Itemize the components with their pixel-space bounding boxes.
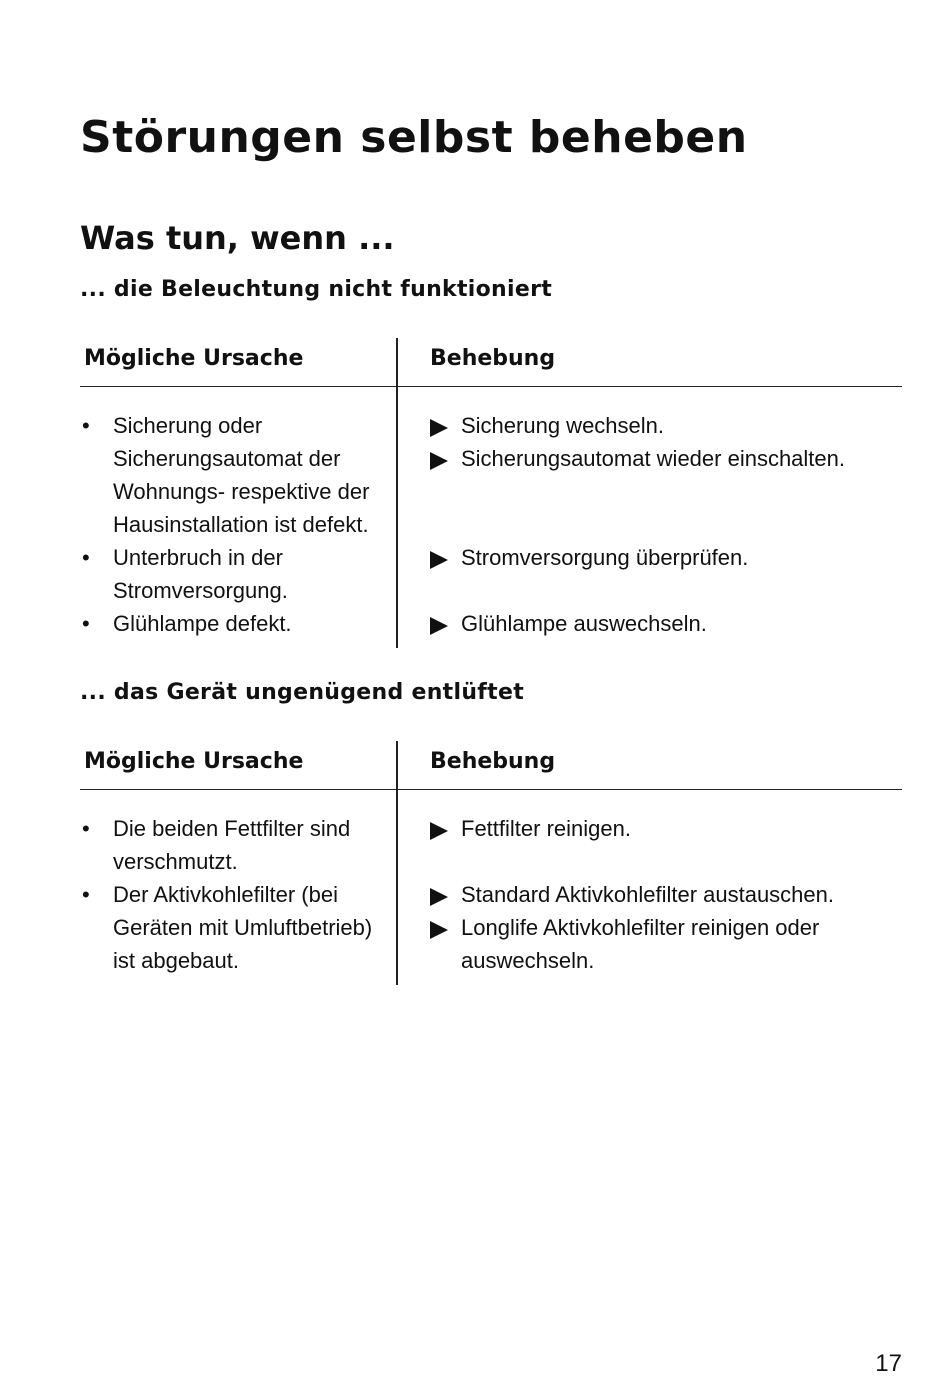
remedy-text: Fettfilter reinigen.	[461, 816, 631, 841]
bullet-icon: •	[82, 882, 90, 907]
page-title: Störungen selbst beheben	[80, 112, 748, 163]
remedy-text: Sicherungsautomat wieder einschalten.	[461, 446, 846, 471]
column-divider	[396, 741, 398, 985]
page-number: 17	[875, 1350, 902, 1377]
arrow-right-icon	[430, 921, 448, 939]
bullet-icon: •	[82, 611, 90, 636]
troubleshooting-table-ventilation	[80, 741, 902, 973]
column-header-remedy: Behebung	[430, 749, 556, 774]
list-item	[428, 878, 898, 911]
column-header-cause: Mögliche Ursache	[84, 346, 304, 371]
remedy-column	[428, 812, 898, 977]
list-item	[428, 442, 898, 475]
arrow-right-icon	[430, 888, 448, 906]
remedy-text: Sicherung wechseln.	[461, 413, 665, 438]
column-header-cause: Mögliche Ursache	[84, 749, 304, 774]
cause-column	[80, 409, 385, 640]
list-item	[428, 541, 898, 574]
bullet-icon: •	[82, 413, 90, 438]
list-item	[428, 812, 898, 845]
list-item	[428, 607, 898, 640]
list-item	[80, 541, 385, 607]
list-item	[80, 607, 385, 640]
cause-text: Die beiden Fettfilter sind verschmutzt.	[113, 816, 351, 874]
troubleshooting-table-lighting	[80, 338, 902, 636]
remedy-text: Stromversorgung überprüfen.	[461, 545, 749, 570]
remedy-text: Glühlampe auswechseln.	[461, 611, 707, 636]
cause-text: Sicherung oder Sicherungsautomat der Wohnungs- respektive der Hausinstallation ist defekt.	[113, 413, 370, 537]
arrow-right-icon	[430, 551, 448, 569]
cause-column	[80, 812, 385, 977]
list-item	[80, 409, 385, 541]
list-item	[80, 812, 385, 878]
column-divider	[396, 338, 398, 648]
table-header	[80, 741, 902, 790]
arrow-right-icon	[430, 452, 448, 470]
section-heading-lighting: ... die Beleuchtung nicht funktioniert	[80, 277, 553, 302]
list-item	[428, 911, 898, 977]
bullet-icon: •	[82, 816, 90, 841]
cause-text: Glühlampe defekt.	[113, 611, 292, 636]
remedy-text: Longlife Aktivkohlefilter reinigen oder auswechseln.	[461, 915, 820, 973]
arrow-right-icon	[430, 617, 448, 635]
table-header	[80, 338, 902, 387]
remedy-text: Standard Aktivkohlefilter austauschen.	[461, 882, 835, 907]
list-item	[80, 878, 385, 977]
remedy-column	[428, 409, 898, 640]
section-heading-ventilation: ... das Gerät ungenügend entlüftet	[80, 680, 525, 705]
column-header-remedy: Behebung	[430, 346, 556, 371]
section-subtitle: Was tun, wenn ...	[80, 219, 395, 257]
cause-text: Unterbruch in der Stromversorgung.	[113, 545, 288, 603]
arrow-right-icon	[430, 419, 448, 437]
cause-text: Der Aktivkohlefilter (bei Geräten mit Umluftbetrieb) ist abgebaut.	[113, 882, 373, 973]
list-item	[428, 409, 898, 442]
bullet-icon: •	[82, 545, 90, 570]
arrow-right-icon	[430, 822, 448, 840]
